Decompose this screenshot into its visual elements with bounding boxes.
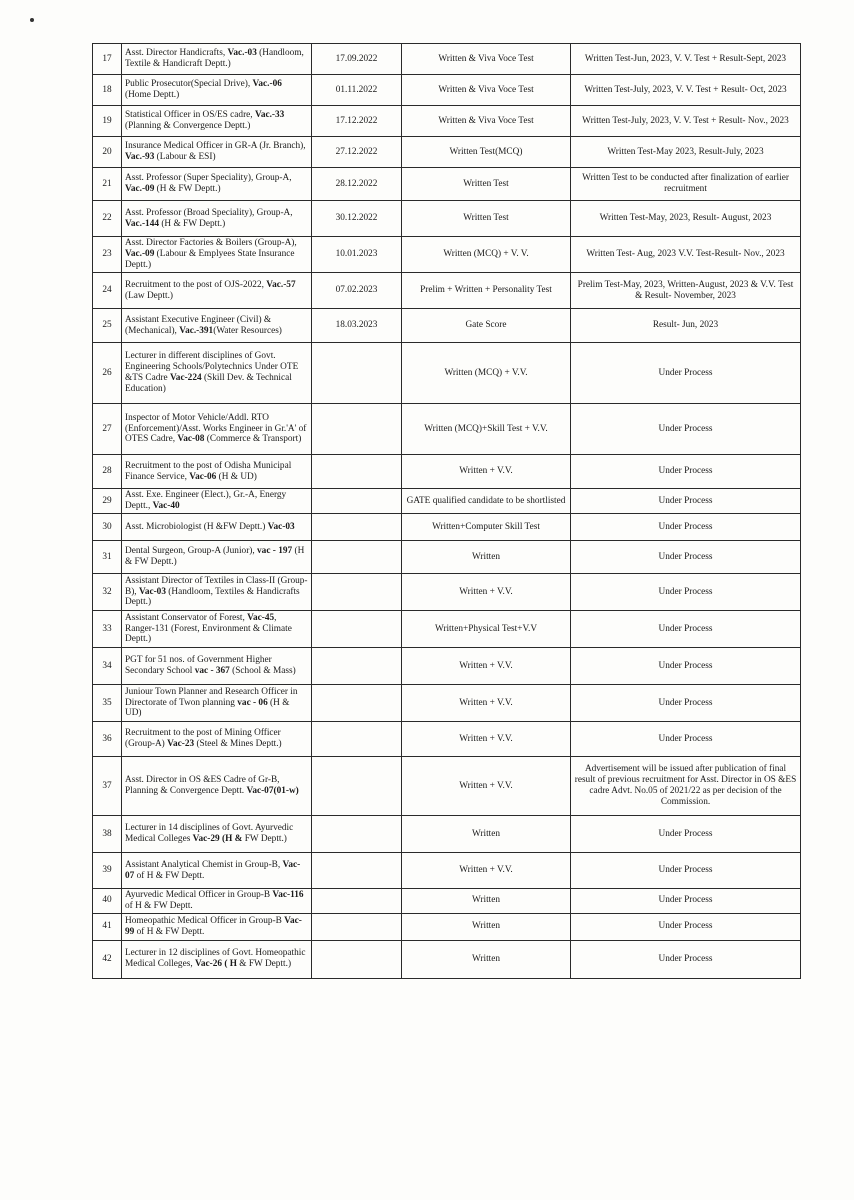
post-title: Recruitment to the post of Mining Officer (Group-A) [125,728,281,749]
post-title: Lecturer in 12 disciplines of Govt. Homeopathic Medical Colleges, [125,948,306,970]
department: (Handloom, Textile & Handicraft Deptt.) [125,48,304,69]
scan-mark [30,18,34,22]
post-title: Ayurvedic Medical Officer in Group-B [125,890,273,900]
post-name-cell [122,514,312,541]
post-title: Recruitment to the post of Odisha Municipal Finance Service, [125,460,292,482]
department: FW Deptt.) [242,834,287,844]
post-name-cell [122,404,312,455]
post-title: Inspector of Motor Vehicle/Addl. RTO (Enforcement)/Asst. Works Engineer in Gr.'A' of OTES Cadre, [125,412,307,445]
table-row [93,541,801,574]
vacancy-count: Vac-224 [169,373,202,383]
selection-mode-cell: Written [402,816,571,853]
status-cell: Under Process [571,343,801,404]
status-cell: Written Test to be conducted after finalization of earlier recruitment [571,168,801,201]
post-title: Homeopathic Medical Officer in Group-B [125,915,285,926]
department: (Home Deptt.) [125,90,180,100]
status-cell: Under Process [571,685,801,722]
department: of H & FW Deptt. [125,900,193,911]
status-cell: Written Test-July, 2023, V. V. Test + Result- Nov., 2023 [571,106,801,137]
table-row [93,273,801,309]
serial-number-cell: 21 [93,168,122,201]
selection-mode-cell: Written & Viva Voce Test [402,44,571,75]
post-name-cell [122,489,312,514]
post-title: Asst. Professor (Broad Speciality), Group-A, [125,207,293,218]
advt-date-cell [312,455,402,489]
table-row [93,889,801,914]
advt-date-cell: 17.09.2022 [312,44,402,75]
vacancy-count: Vac.-144 [125,218,160,229]
post-name-cell [122,201,312,237]
department: (Water Resources) [213,325,282,336]
department: (Handloom, Textiles & Handicrafts Deptt.) [125,586,300,608]
table-row [93,489,801,514]
vacancy-count: Vac-99 [125,915,302,937]
status-cell: Written Test-Jun, 2023, V. V. Test + Result-Sept, 2023 [571,44,801,75]
selection-mode-cell: Written + V.V. [402,455,571,489]
vacancy-count: Vac-03 [267,521,295,532]
vacancy-count: Vac-26 ( H [194,959,237,970]
serial-number-cell: 24 [93,273,122,309]
post-name-cell [122,853,312,889]
department: (Labour & ESI) [154,152,216,162]
post-title: Asst. Director Handicrafts, [125,48,228,59]
vacancy-count: vac - 367 [194,666,230,676]
post-name-cell [122,455,312,489]
table-row [93,455,801,489]
post-name-cell [122,343,312,404]
vacancy-count: Vac-23 [167,739,195,749]
department: (H & UD) [125,697,290,719]
advt-date-cell [312,913,402,940]
post-name-cell [122,168,312,201]
post-name-cell [122,648,312,685]
vacancy-count: vac - 197 [257,546,293,557]
vacancy-count: vac - 06 [237,697,268,708]
vacancy-count: Vac.-06 [252,79,282,90]
advt-date-cell [312,343,402,404]
post-title: Statistical Officer in OS/ES cadre, [125,110,255,121]
department: (H & UD) [216,471,257,482]
advt-date-cell: 28.12.2022 [312,168,402,201]
post-title: Public Prosecutor(Special Drive), [125,79,253,90]
status-cell: Written Test- Aug, 2023 V.V. Test-Result- Nov., 2023 [571,237,801,273]
selection-mode-cell: Written + V.V. [402,757,571,816]
post-name-cell [122,44,312,75]
status-cell: Under Process [571,913,801,940]
table-row [93,722,801,757]
department: & FW Deptt.) [236,959,292,970]
selection-mode-cell: Written & Viva Voce Test [402,106,571,137]
serial-number-cell: 35 [93,685,122,722]
status-cell: Under Process [571,940,801,978]
selection-mode-cell: Written Test [402,201,571,237]
advt-date-cell [312,816,402,853]
status-cell: Under Process [571,816,801,853]
selection-mode-cell: Prelim + Written + Personality Test [402,273,571,309]
selection-mode-cell: Written & Viva Voce Test [402,75,571,106]
table-row [93,853,801,889]
recruitment-status-table [92,43,801,979]
selection-mode-cell: Written [402,889,571,914]
advt-date-cell [312,541,402,574]
serial-number-cell: 39 [93,853,122,889]
table-row [93,44,801,75]
vacancy-count: Vac-08 [177,434,205,445]
advt-date-cell [312,853,402,889]
post-title: PGT for 51 nos. of Government Higher Secondary School [125,655,272,676]
status-cell: Under Process [571,489,801,514]
serial-number-cell: 28 [93,455,122,489]
post-title: Insurance Medical Officer in GR-A (Jr. Branch), [125,141,306,152]
table-row [93,611,801,648]
status-cell: Under Process [571,853,801,889]
department: of H & FW Deptt. [134,870,205,881]
advt-date-cell: 07.02.2023 [312,273,402,309]
status-cell: Under Process [571,455,801,489]
post-title: Recruitment to the post of OJS-2022, [125,279,267,290]
status-cell: Under Process [571,404,801,455]
table-row [93,106,801,137]
post-name-cell [122,913,312,940]
table-body [93,44,801,979]
vacancy-count: Vac.-03 [227,48,257,59]
post-name-cell [122,611,312,648]
department: (Planning & Convergence Deptt.) [125,121,251,131]
advt-date-cell [312,722,402,757]
table-row [93,685,801,722]
selection-mode-cell: Written Test [402,168,571,201]
post-title: Assistant Conservator of Forest, [125,612,248,623]
advt-date-cell [312,404,402,455]
selection-mode-cell: Written + V.V. [402,648,571,685]
serial-number-cell: 37 [93,757,122,816]
status-cell: Written Test-May, 2023, Result- August, 2023 [571,201,801,237]
serial-number-cell: 25 [93,309,122,343]
status-cell: Written Test-July, 2023, V. V. Test + Result- Oct, 2023 [571,75,801,106]
table-row [93,404,801,455]
serial-number-cell: 17 [93,44,122,75]
table-row [93,816,801,853]
post-name-cell [122,816,312,853]
serial-number-cell: 19 [93,106,122,137]
advt-date-cell [312,889,402,914]
advt-date-cell [312,757,402,816]
table-row [93,757,801,816]
post-name-cell [122,757,312,816]
department: (Skill Dev. & Technical Education) [125,373,292,394]
post-name-cell [122,940,312,978]
advt-date-cell: 30.12.2022 [312,201,402,237]
department: (H & FW Deptt.) [159,218,226,229]
department: (H & FW Deptt.) [125,546,305,567]
table-row [93,574,801,611]
status-cell: Under Process [571,541,801,574]
vacancy-count: Vac.-33 [254,110,285,121]
status-cell: Under Process [571,574,801,611]
selection-mode-cell: Written + V.V. [402,853,571,889]
advt-date-cell [312,648,402,685]
selection-mode-cell: Written [402,541,571,574]
selection-mode-cell: Written + V.V. [402,574,571,611]
post-name-cell [122,309,312,343]
post-name-cell [122,722,312,757]
status-cell: Under Process [571,889,801,914]
status-cell: Under Process [571,648,801,685]
table-row [93,343,801,404]
advt-date-cell: 27.12.2022 [312,137,402,168]
advt-date-cell: 18.03.2023 [312,309,402,343]
selection-mode-cell: GATE qualified candidate to be shortlisted [402,489,571,514]
department: (Labour & Emplyees State Insurance Deptt.) [125,249,295,270]
vacancy-count: Vac.-391 [179,325,214,336]
selection-mode-cell: Written [402,940,571,978]
post-name-cell [122,541,312,574]
post-title: Dental Surgeon, Group-A (Junior), [125,546,258,557]
department: of H & FW Deptt. [134,926,205,937]
post-title: Asst. Director in OS &ES Cadre of Gr-B, Planning & Convergence Deptt. [125,775,280,796]
post-name-cell [122,75,312,106]
serial-number-cell: 23 [93,237,122,273]
serial-number-cell: 36 [93,722,122,757]
selection-mode-cell: Written+Computer Skill Test [402,514,571,541]
table-row [93,201,801,237]
selection-mode-cell: Written (MCQ)+Skill Test + V.V. [402,404,571,455]
selection-mode-cell: Written (MCQ) + V.V. [402,343,571,404]
department: (Commerce & Transport) [204,434,302,445]
serial-number-cell: 29 [93,489,122,514]
advt-date-cell [312,611,402,648]
vacancy-count: Vac.-09 [125,249,155,260]
advt-date-cell [312,574,402,611]
serial-number-cell: 31 [93,541,122,574]
serial-number-cell: 40 [93,889,122,914]
status-cell: Prelim Test-May, 2023, Written-August, 2023 & V.V. Test & Result- November, 2023 [571,273,801,309]
serial-number-cell: 27 [93,404,122,455]
status-cell: Written Test-May 2023, Result-July, 2023 [571,137,801,168]
status-cell: Advertisement will be issued after publication of final result of previous recruitment for Asst. Director in OS &ES cadre Advt. No.05 of 2021/22 as per decision of the Commission. [571,757,801,816]
post-title: Asst. Professor (Super Speciality), Group-A, [125,173,292,184]
vacancy-count: Vac.-93 [125,152,155,162]
serial-number-cell: 22 [93,201,122,237]
status-cell: Under Process [571,611,801,648]
table-row [93,168,801,201]
table-row [93,940,801,978]
vacancy-count: Vac-07(01-w) [246,786,299,796]
advt-date-cell: 01.11.2022 [312,75,402,106]
advt-date-cell [312,685,402,722]
post-name-cell [122,273,312,309]
table-row [93,309,801,343]
selection-mode-cell: Written + V.V. [402,685,571,722]
post-name-cell [122,574,312,611]
post-title: Juniour Town Planner and Research Officer in Directorate of Twon planning [125,686,298,708]
advt-date-cell: 10.01.2023 [312,237,402,273]
vacancy-count: Vac-45 [247,612,275,623]
vacancy-count: Vac-03 [138,586,166,597]
status-cell: Under Process [571,722,801,757]
serial-number-cell: 20 [93,137,122,168]
advt-date-cell: 17.12.2022 [312,106,402,137]
post-title: Lecturer in different disciplines of Govt. Engineering Schools/Polytechnics Under OTE &TS Cadre [125,351,299,383]
post-title: Assistant Analytical Chemist in Group-B, [125,859,283,870]
department: , Ranger-131 (Forest, Environment & Climate Deptt.) [125,612,292,645]
department: (Steel & Mines Deptt.) [194,739,282,749]
selection-mode-cell: Written [402,913,571,940]
department: (School & Mass) [229,666,296,676]
post-name-cell [122,889,312,914]
table-row [93,514,801,541]
post-name-cell [122,237,312,273]
table-row [93,75,801,106]
post-title: Asst. Microbiologist (H &FW Deptt.) [125,521,268,532]
vacancy-count: Vac-29 (H & [192,834,243,844]
status-cell: Result- Jun, 2023 [571,309,801,343]
table-row [93,648,801,685]
serial-number-cell: 41 [93,913,122,940]
post-title: Assistant Executive Engineer (Civil) & (Mechanical), [125,314,272,336]
table-row [93,137,801,168]
serial-number-cell: 32 [93,574,122,611]
post-name-cell [122,685,312,722]
post-name-cell [122,106,312,137]
post-title: Asst. Director Factories & Boilers (Group-A), [125,238,297,249]
advt-date-cell [312,940,402,978]
selection-mode-cell: Written Test(MCQ) [402,137,571,168]
selection-mode-cell: Written + V.V. [402,722,571,757]
serial-number-cell: 30 [93,514,122,541]
serial-number-cell: 33 [93,611,122,648]
serial-number-cell: 38 [93,816,122,853]
serial-number-cell: 26 [93,343,122,404]
vacancy-count: Vac-07 [125,859,301,881]
serial-number-cell: 34 [93,648,122,685]
post-title: Lecturer in 14 disciplines of Govt. Ayurvedic Medical Colleges [125,823,294,844]
table-row [93,913,801,940]
post-title: Assistant Director of Textiles in Class-II (Group-B), [125,575,308,597]
vacancy-count: Vac-40 [152,501,180,511]
vacancy-count: Vac.-09 [125,184,155,194]
selection-mode-cell: Gate Score [402,309,571,343]
advt-date-cell [312,489,402,514]
serial-number-cell: 18 [93,75,122,106]
serial-number-cell: 42 [93,940,122,978]
advt-date-cell [312,514,402,541]
table-row [93,237,801,273]
post-title: Asst. Exe. Engineer (Elect.), Gr.-A, Energy Deptt., [125,490,287,511]
vacancy-count: Vac.-57 [266,279,296,290]
vacancy-count: Vac-116 [272,890,304,900]
vacancy-count: Vac-06 [189,471,217,482]
department: (Law Deptt.) [125,290,174,301]
department: (H & FW Deptt.) [154,184,221,194]
selection-mode-cell: Written+Physical Test+V.V [402,611,571,648]
post-name-cell [122,137,312,168]
status-cell: Under Process [571,514,801,541]
selection-mode-cell: Written (MCQ) + V. V. [402,237,571,273]
